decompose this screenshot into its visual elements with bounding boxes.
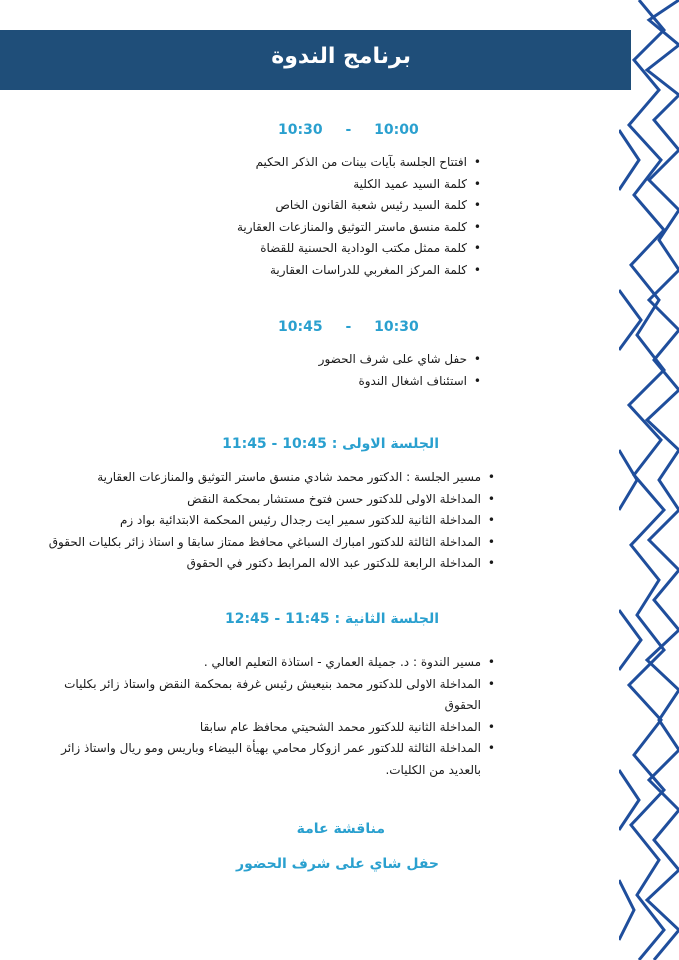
list-item: • افتتاح الجلسة بآيات بينات من الذكر الحكيم	[151, 152, 481, 174]
session-1-list	[35, 467, 495, 575]
list-item: • حفل شاي على شرف الحضور	[151, 349, 481, 371]
time-start: 10:00	[374, 122, 419, 138]
time-dash: -	[345, 122, 352, 138]
list-item: • كلمة ممثل مكتب الودادية الحسنية للقضاة	[151, 238, 481, 260]
list-item: • كلمة السيد رئيس شعبة القانون الخاص	[151, 195, 481, 217]
time-end: 10:45	[278, 319, 323, 335]
list-item: • كلمة منسق ماستر التوثيق والمنازعات العقارية	[151, 217, 481, 239]
break-list	[151, 349, 481, 392]
list-item: • المداخلة الثالثة للدكتور امبارك السباغي محافظ ممتاز سابقا و استاذ زائر بكليات الحقوق	[35, 532, 495, 554]
page-title: برنامج الندوة	[271, 44, 411, 69]
time-start: 10:30	[374, 319, 419, 335]
list-item: • كلمة السيد عميد الكلية	[151, 174, 481, 196]
list-item: • المداخلة الاولى للدكتور حسن فتوخ مستشار بمحكمة النقض	[35, 489, 495, 511]
list-item: • المداخلة الاولى للدكتور محمد بنيعيش رئيس غرفة بمحكمة النقض واستاذ زائر بكليات الحقوق	[35, 674, 495, 717]
list-item: • المداخلة الثانية للدكتور محمد الشحيتي محافظ عام سابقا	[35, 717, 495, 739]
session-2-list	[35, 652, 495, 781]
session-1-title: الجلسة الاولى : 10:45 - 11:45	[222, 436, 439, 452]
list-item: • استئناف اشغال الندوة	[151, 371, 481, 393]
time-end: 10:30	[278, 122, 323, 138]
closing-tea: حفل شاي على شرف الحضور	[236, 856, 439, 872]
general-discussion: مناقشة عامة	[296, 821, 385, 837]
list-item: • المداخلة الرابعة للدكتور عبد الاله المرابط دكتور في الحقوق	[35, 553, 495, 575]
time-range-1	[278, 122, 419, 138]
list-item: • المداخلة الثانية للدكتور سمير ايت رجدال رئيس المحكمة الابتدائية بواد زم	[35, 510, 495, 532]
time-range-2	[278, 319, 419, 335]
opening-list	[151, 152, 481, 281]
time-dash: -	[345, 319, 352, 335]
session-2-title: الجلسة الثانية : 11:45 - 12:45	[224, 611, 439, 627]
list-item: • مسير الجلسة : الدكتور محمد شادي منسق ماستر التوثيق والمنازعات العقارية	[35, 467, 495, 489]
list-item: • المداخلة الثالثة للدكتور عمر ازوكار محامي بهيأة البيضاء وباريس ومو ريال واستاذ زائر بالعديد من الكليات.	[35, 738, 495, 781]
list-item: • مسير الندوة : د. جميلة العماري - استاذة التعليم العالي .	[35, 652, 495, 674]
list-item: • كلمة المركز المغربي للدراسات العقارية	[151, 260, 481, 282]
